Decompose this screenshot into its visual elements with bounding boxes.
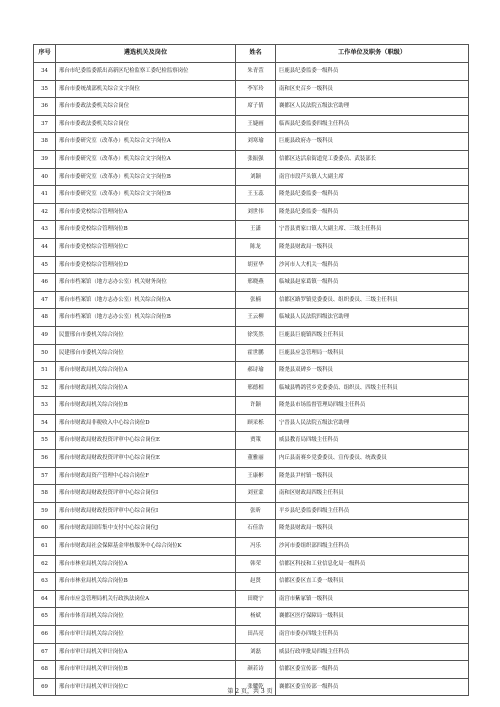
table-row <box>34 238 469 256</box>
table-row <box>34 555 469 573</box>
cell-name: 王云柳 <box>236 309 276 327</box>
cell-position: 邢台市财政局财政投资评审中心综合岗位E <box>56 450 236 468</box>
cell-unit: 隆尧县双碑乡一级科员 <box>276 362 469 380</box>
cell-position: 邢台市委党校综合管理岗位C <box>56 238 236 256</box>
table-row <box>34 362 469 380</box>
cell-no: 51 <box>34 362 56 380</box>
cell-position: 邢台市委研究室（改革办）机关综合文字岗位A <box>56 133 236 151</box>
cell-no: 41 <box>34 186 56 204</box>
cell-position: 邢台市委党校综合管理岗位B <box>56 221 236 239</box>
cell-unit: 临城县鸭鸽营乡党委委员、组织员、四级主任科员 <box>276 379 469 397</box>
table-row <box>34 168 469 186</box>
cell-unit: 沙河市委组织部四级主任科员 <box>276 538 469 556</box>
cell-name: 张振强 <box>236 150 276 168</box>
cell-unit: 巨鹿县政府办一级科员 <box>276 133 469 151</box>
cell-no: 67 <box>34 643 56 661</box>
cell-no: 62 <box>34 555 56 573</box>
table-row <box>34 309 469 327</box>
cell-name: 张耀乾 <box>236 678 276 696</box>
cell-no: 45 <box>34 256 56 274</box>
table-row <box>34 203 469 221</box>
table-row <box>34 326 469 344</box>
cell-unit: 临城县人民法院四级法官助理 <box>276 309 469 327</box>
table-row <box>34 414 469 432</box>
cell-position: 邢台市委政法委机关综合岗位 <box>56 98 236 116</box>
cell-no: 68 <box>34 661 56 679</box>
cell-unit: 威县行政审批局四级主任科员 <box>276 643 469 661</box>
cell-no: 56 <box>34 450 56 468</box>
cell-name: 陈龙 <box>236 238 276 256</box>
cell-no: 47 <box>34 291 56 309</box>
table-row <box>34 397 469 415</box>
cell-position: 邢台市委政法委机关综合岗位 <box>56 115 236 133</box>
cell-name: 邢晓燕 <box>236 274 276 292</box>
cell-no: 66 <box>34 626 56 644</box>
cell-no: 37 <box>34 115 56 133</box>
table-row <box>34 608 469 626</box>
cell-no: 48 <box>34 309 56 327</box>
cell-position: 邢台市审计局机关审计岗位C <box>56 678 236 696</box>
cell-no: 39 <box>34 150 56 168</box>
cell-name: 刘亚蒙 <box>236 485 276 503</box>
cell-no: 35 <box>34 80 56 98</box>
cell-no: 43 <box>34 221 56 239</box>
cell-unit: 隆尧县财政局一级科员 <box>276 238 469 256</box>
cell-position: 邢台市纪委监委派出高新区纪检监察工委纪检监察岗位 <box>56 63 236 81</box>
cell-position: 邢台市体育局机关综合岗位 <box>56 608 236 626</box>
cell-position: 邢台市档案馆（地方志办公室）机关财务岗位 <box>56 274 236 292</box>
cell-name: 颜若诗 <box>236 661 276 679</box>
cell-unit: 南宫市委办四级主任科员 <box>276 626 469 644</box>
cell-unit: 信都区路罗镇党委委员、组织委员、三级主任科员 <box>276 291 469 309</box>
cell-position: 邢台市财政局机关综合岗位A <box>56 362 236 380</box>
cell-unit: 信都区达活泉街道党工委委员、武装部长 <box>276 150 469 168</box>
cell-name: 刘磊 <box>236 643 276 661</box>
table-row <box>34 450 469 468</box>
cell-no: 63 <box>34 573 56 591</box>
cell-no: 54 <box>34 414 56 432</box>
cell-no: 69 <box>34 678 56 696</box>
cell-position: 邢台市委党校综合管理岗位A <box>56 203 236 221</box>
roster-table <box>33 44 469 696</box>
cell-position: 邢台市财政局财政投资评审中心综合岗位I <box>56 485 236 503</box>
table-row <box>34 274 469 292</box>
cell-name: 冯乐 <box>236 538 276 556</box>
cell-position: 邢台市委党校综合管理岗位D <box>56 256 236 274</box>
table-row <box>34 150 469 168</box>
cell-name: 许颖 <box>236 397 276 415</box>
cell-unit: 隆尧县纪委监委一级科员 <box>276 186 469 204</box>
table-row <box>34 63 469 81</box>
cell-no: 58 <box>34 485 56 503</box>
cell-name: 徐笑然 <box>236 326 276 344</box>
cell-no: 40 <box>34 168 56 186</box>
header-position: 遴选机关及岗位 <box>56 45 236 63</box>
cell-unit: 信都区科技和工业信息化局一级科员 <box>276 555 469 573</box>
cell-position: 邢台市档案馆（地方志办公室）机关综合岗位B <box>56 309 236 327</box>
cell-unit: 隆尧县纪委监委一级科员 <box>276 203 469 221</box>
cell-name: 席子倩 <box>236 98 276 116</box>
cell-name: 王婕画 <box>236 115 276 133</box>
table-row <box>34 590 469 608</box>
cell-position: 邢台市审计局机关综合岗位 <box>56 626 236 644</box>
cell-no: 64 <box>34 590 56 608</box>
table-row <box>34 643 469 661</box>
cell-position: 邢台市林业局机关综合岗位A <box>56 555 236 573</box>
cell-no: 34 <box>34 63 56 81</box>
table-row <box>34 467 469 485</box>
cell-name: 韩荣 <box>236 555 276 573</box>
cell-unit: 平乡县纪委监委四级主任科员 <box>276 502 469 520</box>
cell-position: 民盟邢台市委机关综合岗位 <box>56 326 236 344</box>
cell-no: 65 <box>34 608 56 626</box>
table-row <box>34 502 469 520</box>
cell-no: 57 <box>34 467 56 485</box>
header-unit: 工作单位及职务（职级） <box>276 45 469 63</box>
cell-position: 邢台市档案馆（地方志办公室）机关综合岗位A <box>56 291 236 309</box>
cell-unit: 襄都区医疗保障局一级科员 <box>276 608 469 626</box>
cell-name: 石佳浩 <box>236 520 276 538</box>
cell-name: 田昌亮 <box>236 626 276 644</box>
cell-unit: 沙河市人大机关一级科员 <box>276 256 469 274</box>
cell-unit: 隆尧县财政局一级科员 <box>276 520 469 538</box>
cell-position: 邢台市审计局机关审计岗位A <box>56 643 236 661</box>
cell-name: 王玉蕊 <box>236 186 276 204</box>
cell-name: 郝诗瑜 <box>236 362 276 380</box>
table-row <box>34 291 469 309</box>
cell-no: 59 <box>34 502 56 520</box>
cell-no: 53 <box>34 397 56 415</box>
header-no: 序号 <box>34 45 56 63</box>
cell-position: 邢台市财政局社会保障基金审核服务中心综合岗位K <box>56 538 236 556</box>
table-row <box>34 115 469 133</box>
cell-name: 董雅丽 <box>236 450 276 468</box>
cell-no: 42 <box>34 203 56 221</box>
table-row <box>34 98 469 116</box>
cell-no: 38 <box>34 133 56 151</box>
table-row <box>34 661 469 679</box>
cell-name: 贾策 <box>236 432 276 450</box>
table-row <box>34 626 469 644</box>
table-row <box>34 133 469 151</box>
cell-no: 49 <box>34 326 56 344</box>
cell-position: 邢台市财政局资产管理中心综合岗位F <box>56 467 236 485</box>
cell-name: 刘世伟 <box>236 203 276 221</box>
header-name: 姓名 <box>236 45 276 63</box>
cell-no: 52 <box>34 379 56 397</box>
table-header-row <box>34 45 469 63</box>
cell-name: 王康彬 <box>236 467 276 485</box>
table-row <box>34 573 469 591</box>
cell-name: 张楠 <box>236 291 276 309</box>
table-row <box>34 344 469 362</box>
table-row <box>34 520 469 538</box>
table-row <box>34 256 469 274</box>
cell-no: 36 <box>34 98 56 116</box>
table-body <box>34 63 469 696</box>
cell-position: 邢台市财政局财政投资评审中心综合岗位I <box>56 502 236 520</box>
cell-position: 邢台市财政局国库集中支付中心综合岗位J <box>56 520 236 538</box>
cell-unit: 宁晋县人民法院五级法官助理 <box>276 414 469 432</box>
cell-unit: 临城县赵家葛镇一级科员 <box>276 274 469 292</box>
table-row <box>34 80 469 98</box>
cell-name: 田晓宁 <box>236 590 276 608</box>
cell-unit: 巨鹿县应急管理局一级科员 <box>276 344 469 362</box>
table-row <box>34 432 469 450</box>
cell-unit: 巨鹿县纪委监委一级科员 <box>276 63 469 81</box>
cell-no: 60 <box>34 520 56 538</box>
cell-name: 张昕 <box>236 502 276 520</box>
cell-name: 霍世鹏 <box>236 344 276 362</box>
cell-name: 杨斌 <box>236 608 276 626</box>
cell-name: 赵贤 <box>236 573 276 591</box>
cell-unit: 南宫市紫冢镇一级科员 <box>276 590 469 608</box>
cell-unit: 宁晋县贾家口镇人大副主席、三级主任科员 <box>276 221 469 239</box>
cell-unit: 襄都区人民法院五级法官助理 <box>276 98 469 116</box>
cell-no: 55 <box>34 432 56 450</box>
cell-position: 邢台市财政局非税收入中心综合岗位D <box>56 414 236 432</box>
table-row <box>34 485 469 503</box>
cell-name: 刘寒瑜 <box>236 133 276 151</box>
cell-unit: 南宫市段芦头镇人大副主席 <box>276 168 469 186</box>
table-row <box>34 221 469 239</box>
cell-name: 李军玲 <box>236 80 276 98</box>
cell-position: 民建邢台市委机关综合岗位 <box>56 344 236 362</box>
cell-no: 46 <box>34 274 56 292</box>
cell-no: 50 <box>34 344 56 362</box>
cell-unit: 隆尧县尹村镇一级科员 <box>276 467 469 485</box>
page-number: 第 2 页，共 3 页 <box>227 688 273 695</box>
cell-unit: 襄都区委宣传部一级科员 <box>276 678 469 696</box>
cell-name: 朱青萱 <box>236 63 276 81</box>
cell-unit: 信都区委宣传部一级科员 <box>276 661 469 679</box>
cell-unit: 威县教育局四级主任科员 <box>276 432 469 450</box>
cell-position: 邢台市委研究室（改革办）机关综合文字岗位B <box>56 186 236 204</box>
cell-position: 邢台市财政局机关综合岗位A <box>56 379 236 397</box>
cell-unit: 南和区财政局四级主任科员 <box>276 485 469 503</box>
cell-position: 邢台市审计局机关审计岗位B <box>56 661 236 679</box>
cell-name: 顾采栎 <box>236 414 276 432</box>
table-row <box>34 186 469 204</box>
cell-unit: 信都区委区直工委一级科员 <box>276 573 469 591</box>
cell-unit: 隆尧县市场监督管理局四级主任科员 <box>276 397 469 415</box>
cell-position: 邢台市委研究室（改革办）机关综合文字岗位B <box>56 168 236 186</box>
cell-unit: 临西县纪委监委四级主任科员 <box>276 115 469 133</box>
cell-position: 邢台市财政局财政投资评审中心综合岗位E <box>56 432 236 450</box>
cell-position: 邢台市委研究室（改革办）机关综合文字岗位A <box>56 150 236 168</box>
cell-unit: 内丘县南赛乡党委委员、宣传委员、统战委员 <box>276 450 469 468</box>
cell-no: 61 <box>34 538 56 556</box>
cell-position: 邢台市林业局机关综合岗位B <box>56 573 236 591</box>
cell-name: 胡亚华 <box>236 256 276 274</box>
table-row <box>34 538 469 556</box>
table-row <box>34 379 469 397</box>
cell-position: 邢台市应急管理局机关行政执法岗位A <box>56 590 236 608</box>
cell-position: 邢台市委统战部机关综合文字岗位 <box>56 80 236 98</box>
cell-name: 王潇 <box>236 221 276 239</box>
cell-name: 邢德相 <box>236 379 276 397</box>
cell-unit: 南和区史召乡一级科员 <box>276 80 469 98</box>
cell-no: 44 <box>34 238 56 256</box>
cell-name: 刘颖 <box>236 168 276 186</box>
cell-position: 邢台市财政局机关综合岗位B <box>56 397 236 415</box>
cell-unit: 巨鹿县巨鹿镇四级主任科员 <box>276 326 469 344</box>
